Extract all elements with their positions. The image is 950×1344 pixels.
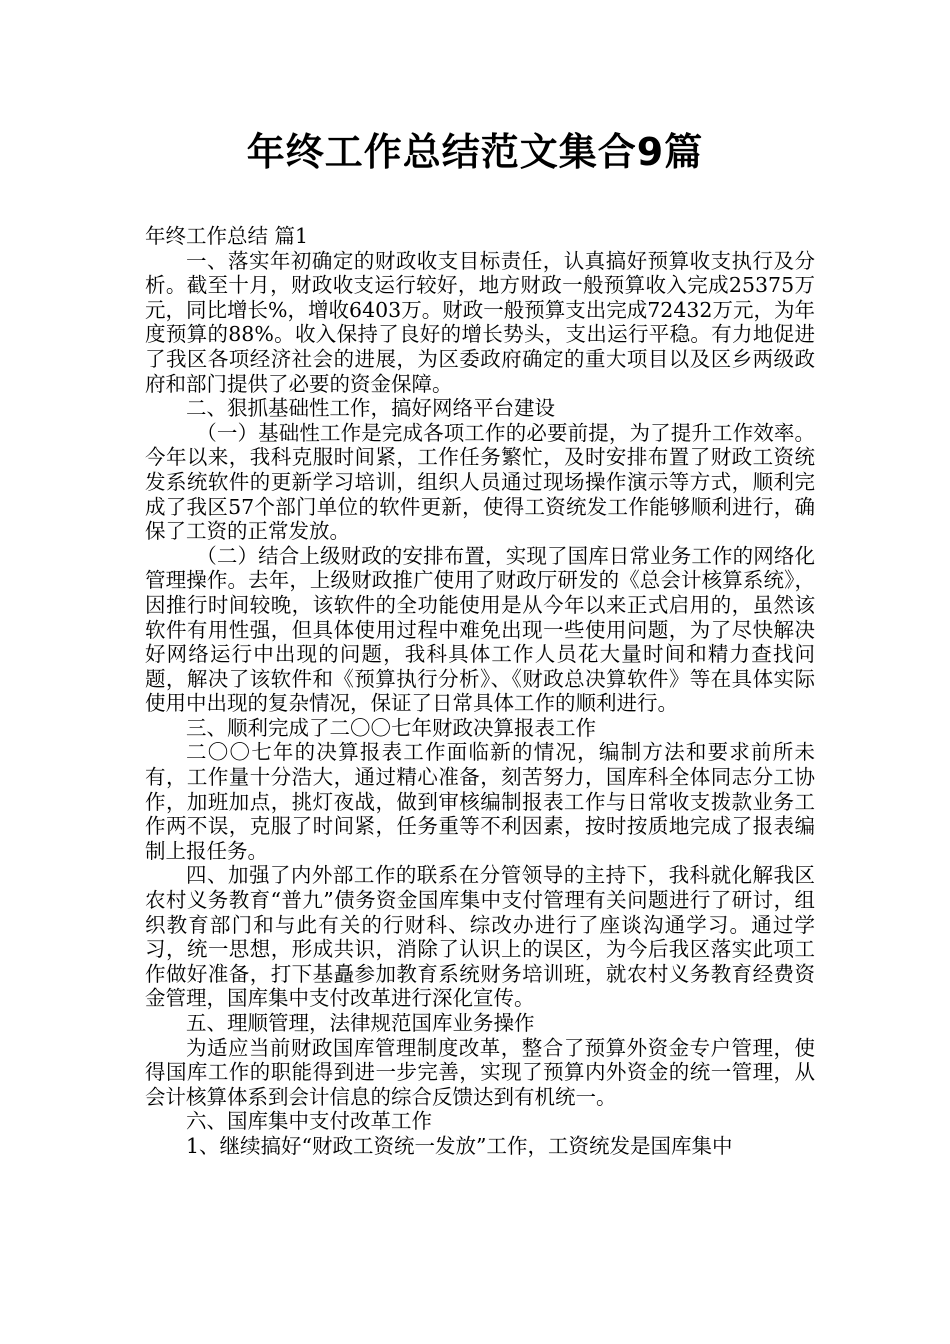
paragraph-3: 二〇〇七年的决算报表工作面临新的情况，编制方法和要求前所未有，工作量十分浩大，通过精心准备，刻苦努力，国库科全体同志分工协作，加班加点，挑灯夜战，做到审核编制报表工作与日常收支拨款业务工作两不误，克服了时间紧，任务重等不利因素，按时按质地完成了报表编制上报任务。	[145, 740, 815, 863]
paragraph-5: 为适应当前财政国库管理制度改革，整合了预算外资金专户管理，使得国库工作的职能得到进一步完善，实现了预算内外资金的统一管理，从会计核算体系到会计信息的综合反馈达到有机统一。	[145, 1035, 815, 1109]
document-title: 年终工作总结范文集合9篇	[246, 130, 704, 174]
paragraph-4: 四、加强了内外部工作的联系在分管领导的主持下，我科就化解我区农村义务教育“普九”债务资金国库集中支付管理有关问题进行了研讨，组织教育部门和与此有关的行财科、综改办进行了座谈沟通学习。通过学习，统一思想，形成共识，消除了认识上的误区，为今后我区落实此项工作做好准备，打下基矗参加教育系统财务培训班，就农村义务教育经费资金管理，国库集中支付改革进行深化宣传。	[145, 863, 815, 1011]
heading-3: 三、顺利完成了二〇〇七年财政决算报表工作	[186, 715, 596, 740]
document-body	[145, 224, 815, 1159]
section-label: 年终工作总结 篇1	[145, 224, 309, 248]
heading-6: 六、国库集中支付改革工作	[186, 1109, 432, 1134]
heading-2: 二、狠抓基础性工作，搞好网络平台建设	[186, 396, 555, 421]
paragraph-2-2: （二）结合上级财政的安排布置，实现了国库日常业务工作的网络化管理操作。去年，上级财政推广使用了财政厅研发的《总会计核算系统》，因推行时间较晚，该软件的全功能使用是从今年以来正式启用的，虽然该软件有用性强，但具体使用过程中难免出现一些使用问题，为了尽快解决好网络运行中出现的问题，我科具体工作人员花大量时间和精力查找问题，解决了该软件和《预算执行分析》、《财政总决算软件》等在具体实际使用中出现的复杂情况，保证了日常具体工作的顺利进行。	[145, 543, 815, 716]
heading-5: 五、理顺管理，法律规范国库业务操作	[186, 1011, 535, 1035]
paragraph-1: 一、落实年初确定的财政收支目标责任，认真搞好预算收支执行及分析。截至十月，财政收支运行较好，地方财政一般预算收入完成25375万元，同比增长%，增收6403万。财政一般预算支出完成72432万元，为年度预算的88%。收入保持了良好的增长势头，支出运行平稳。有力地促进了我区各项经济社会的进展，为区委政府确定的重大项目以及区乡两级政府和部门提供了必要的资金保障。	[145, 248, 815, 396]
paragraph-6-1: 1、继续搞好“财政工资统一发放”工作，工资统发是国库集中	[186, 1133, 733, 1158]
paragraph-2-1: （一）基础性工作是完成各项工作的必要前提，为了提升工作效率。今年以来，我科克服时间紧，工作任务繁忙，及时安排布置了财政工资统发系统软件的更新学习培训，组织人员通过现场操作演示等方式，顺利完成了我区57个部门单位的软件更新，使得工资统发工作能够顺利进行，确保了工资的正常发放。	[145, 420, 815, 544]
